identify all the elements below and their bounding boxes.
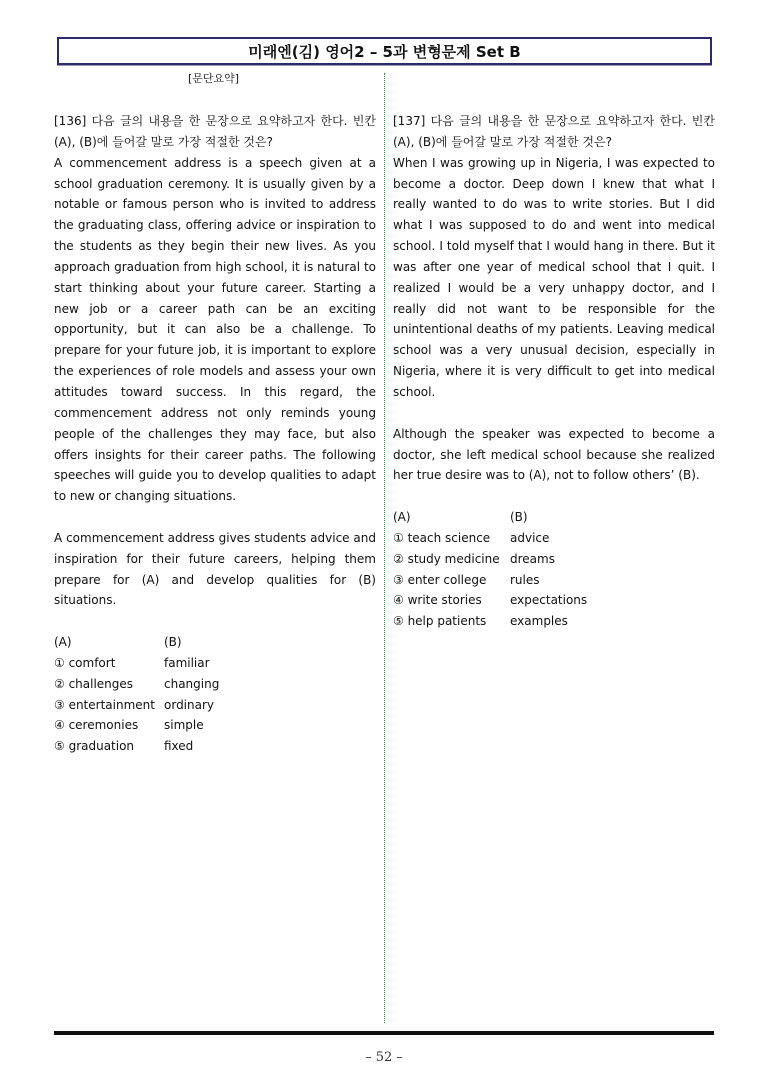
option-a: ⑤ graduation (54, 739, 135, 754)
option-4[interactable] (393, 590, 715, 611)
passage: When I was growing up in Nigeria, I was expected to become a doctor. Deep down I knew that what I really wanted to do was to write stories. But I did what I was supposed to do and went into medical school. I told myself that I would hang in there. But it was after one year of medical school that I quit. I realized I would be a very unhappy doctor, and I really did not want to be responsible for the unintentional deaths of my patients. Leaving medical school was a very unusual decision, especially in Nigeria, where it is very difficult to get into medical school. (393, 155, 715, 399)
option-a: ② challenges (54, 676, 134, 691)
option-4[interactable] (54, 715, 376, 736)
question-136 (54, 111, 376, 757)
question-137 (393, 111, 715, 632)
option-b: simple (164, 718, 204, 733)
summary-sentence: Although the speaker was expected to become a doctor, she left medical school because she realized her true desire was to (A), not to follow others’ (B). (393, 426, 715, 483)
option-a: ④ ceremonies (54, 718, 139, 733)
option-a: ③ entertainment (54, 697, 155, 712)
option-5[interactable] (393, 611, 715, 632)
option-2[interactable] (393, 549, 715, 570)
option-b: expectations (510, 593, 588, 608)
options-header (393, 507, 715, 528)
option-a: ④ write stories (393, 593, 482, 608)
option-a: ① comfort (54, 655, 116, 670)
option-3[interactable] (393, 570, 715, 591)
option-1[interactable] (54, 653, 376, 674)
footer-rule (54, 1031, 714, 1035)
header-b: (B) (510, 510, 528, 525)
header-a: (A) (393, 510, 411, 525)
passage: A commencement address is a speech given at a school graduation ceremony. It is usually given by a notable or famous person who is invited to address the graduating class, offering advice or inspiration to the students as they begin their new lives. As you approach graduation from high school, it is natural to start thinking about your future career. Starting a new job or a career path can be an exciting opportunity, but it can also be a challenge. To prepare for your future job, it is important to explore the experiences of role models and assess your own attitudes toward success. In this regard, the commencement address not only reminds young people of the challenges they may face, but also offers insights for their career paths. The following speeches will guide you to develop qualities to adapt to new or changing situations. (54, 155, 376, 504)
option-b: rules (510, 572, 540, 587)
page-number: – 52 – (365, 1050, 403, 1065)
page-title: 미래엔(김) 영어2 – 5과 변형문제 Set B (57, 37, 712, 65)
option-1[interactable] (393, 528, 715, 549)
option-a: ⑤ help patients (393, 614, 487, 629)
header-b: (B) (164, 635, 182, 650)
option-b: dreams (510, 551, 555, 566)
option-b: examples (510, 614, 568, 629)
column-divider (384, 73, 385, 1023)
question-prompt: [137] 다음 글의 내용을 한 문장으로 요약하고자 한다. 빈칸 (A), (B)에 들어갈 말로 가장 적절한 것은? (393, 114, 715, 149)
section-label: [문단요약] (188, 72, 240, 85)
option-a: ③ enter college (393, 572, 487, 587)
option-b: ordinary (164, 697, 215, 712)
option-2[interactable] (54, 674, 376, 695)
summary-sentence: A commencement address gives students advice and inspiration for their future careers, helping them prepare for (A) and develop qualities for (B) situations. (54, 530, 376, 608)
option-3[interactable] (54, 695, 376, 716)
option-b: changing (164, 676, 220, 691)
option-b: advice (510, 530, 550, 545)
option-5[interactable] (54, 736, 376, 757)
question-prompt: [136] 다음 글의 내용을 한 문장으로 요약하고자 한다. 빈칸 (A), (B)에 들어갈 말로 가장 적절한 것은? (54, 114, 376, 149)
options-header (54, 632, 376, 653)
header-a: (A) (54, 635, 72, 650)
option-b: familiar (164, 655, 210, 670)
option-a: ② study medicine (393, 551, 500, 566)
option-a: ① teach science (393, 530, 491, 545)
option-b: fixed (164, 739, 194, 754)
